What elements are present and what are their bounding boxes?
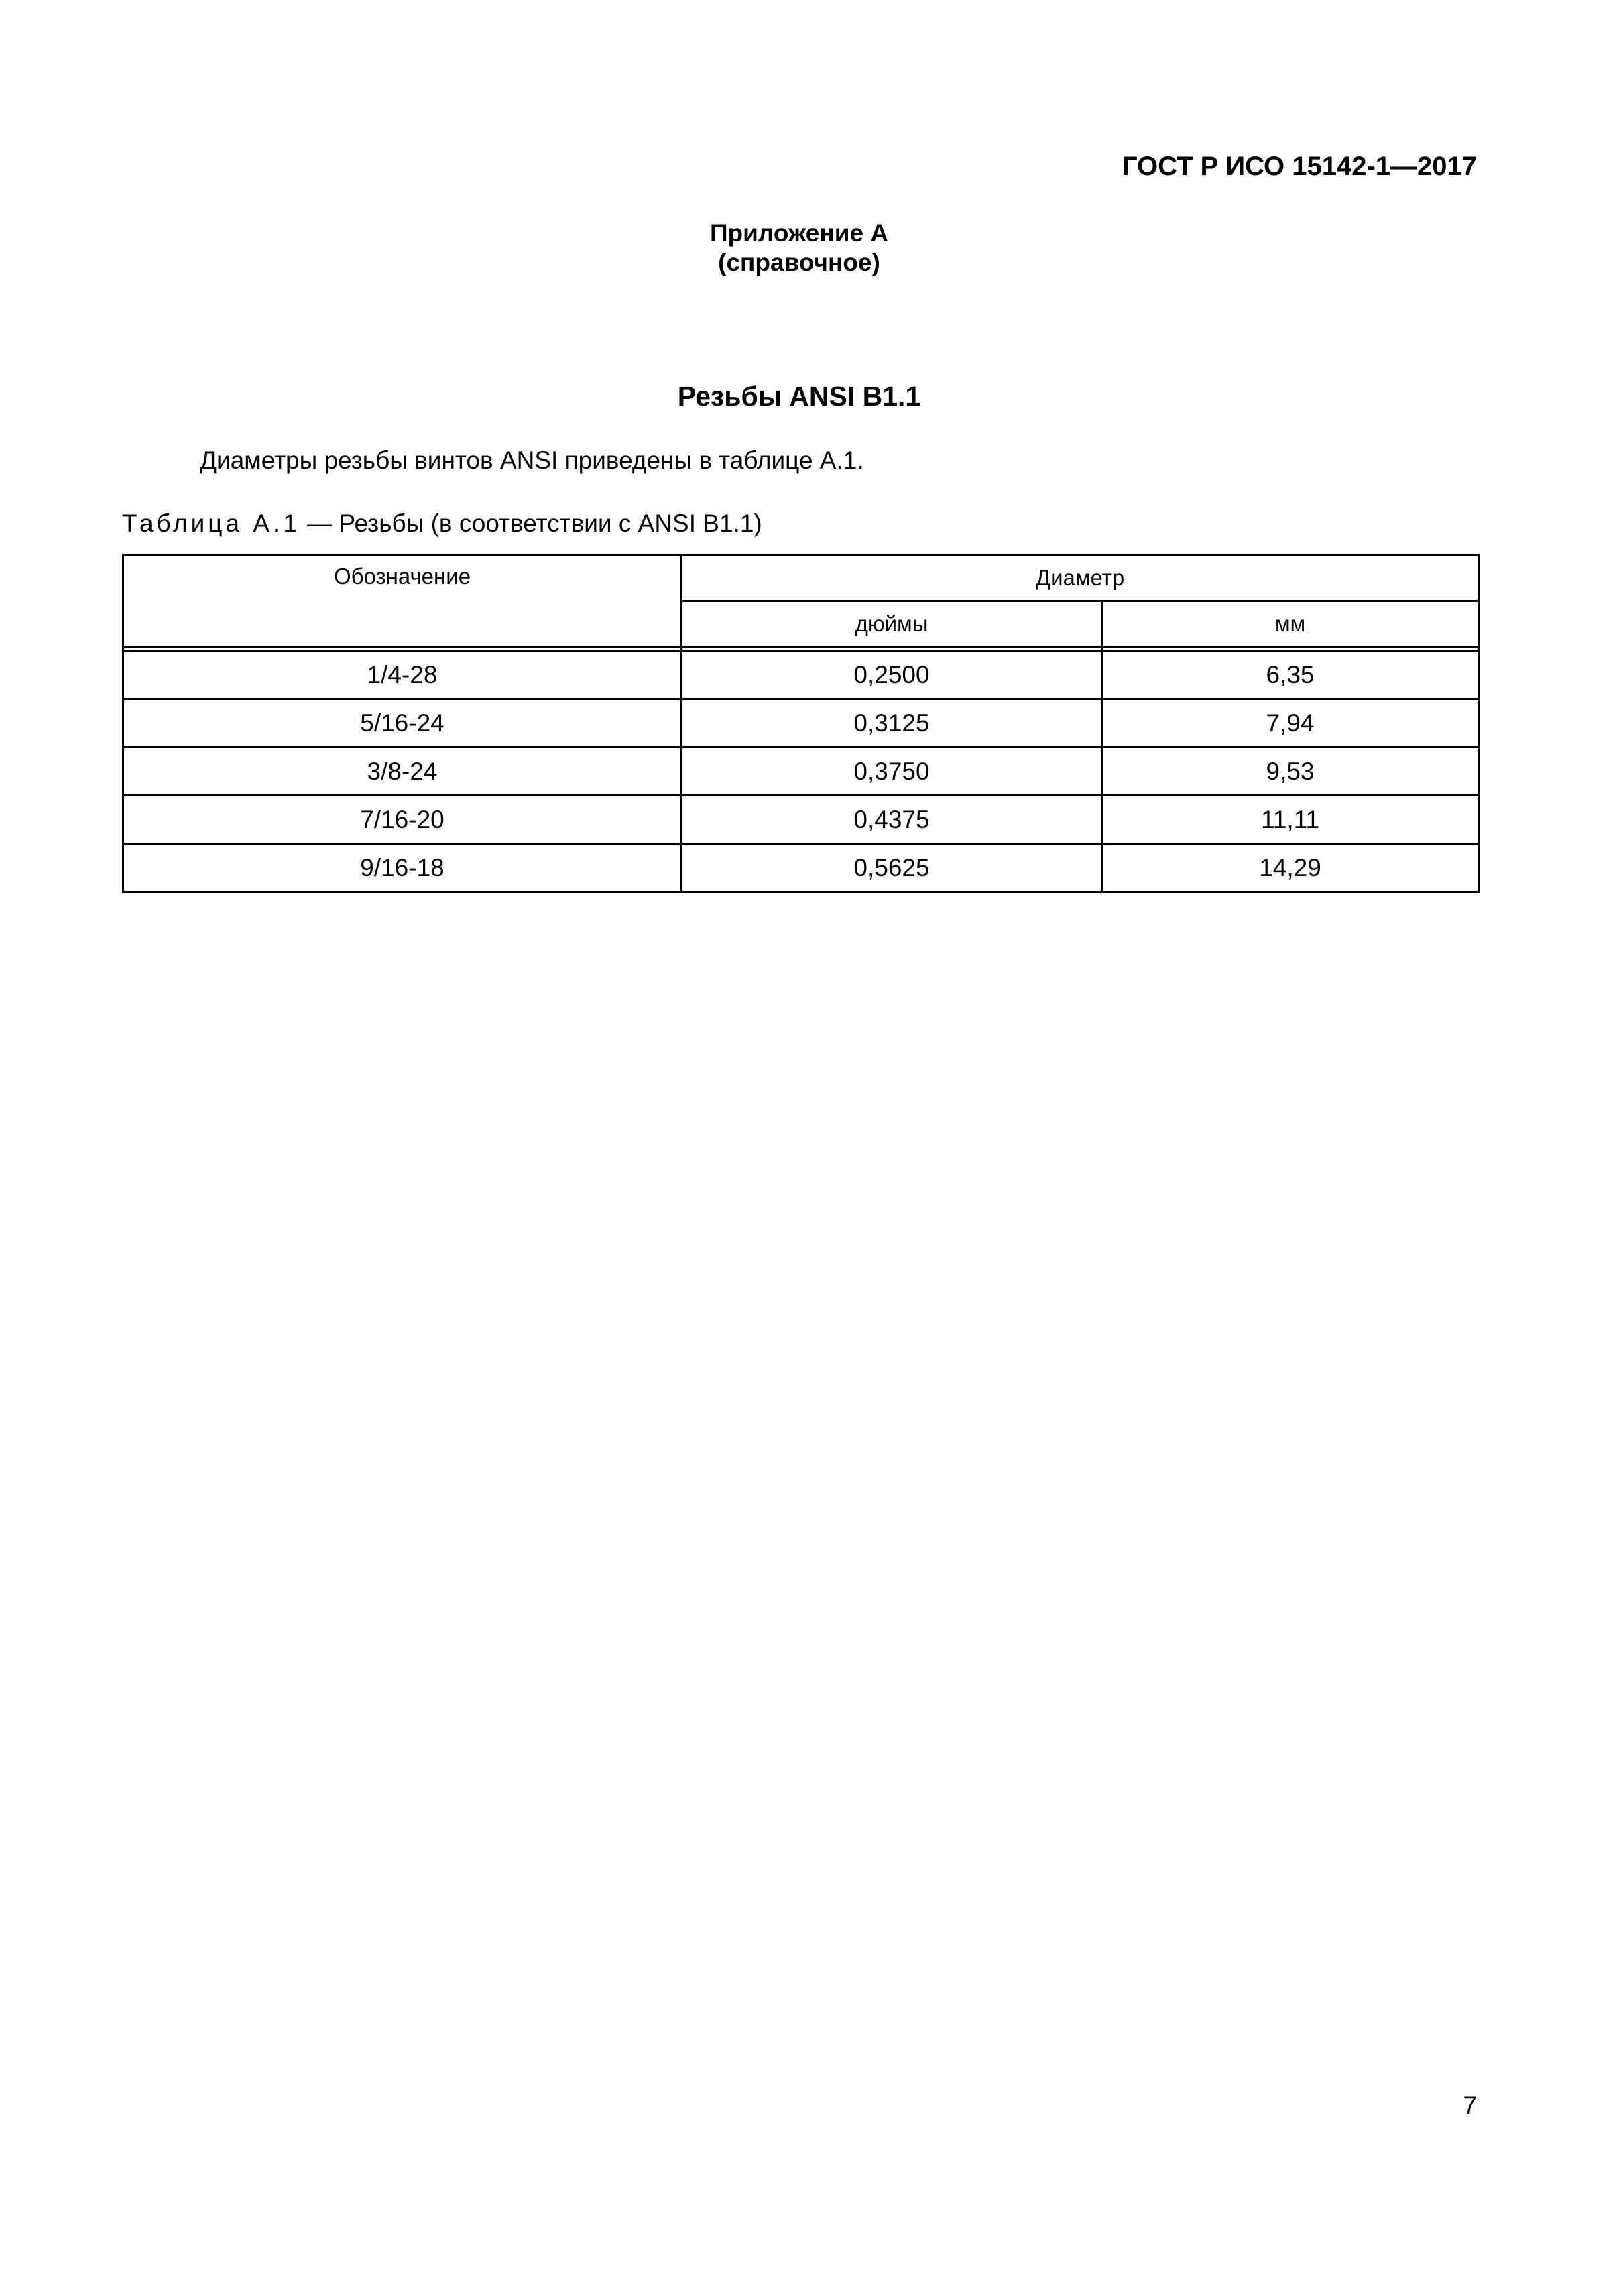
table-header-row — [123, 555, 1479, 601]
cell-inches: 0,3750 — [682, 747, 1102, 796]
table-caption-label: Таблица А.1 — [122, 509, 300, 537]
cell-mm: 7,94 — [1102, 699, 1479, 747]
cell-inches: 0,3125 — [682, 699, 1102, 747]
header-designation: Обозначение — [123, 555, 682, 648]
table-row — [123, 747, 1479, 796]
cell-designation: 9/16-18 — [123, 844, 682, 892]
cell-mm: 11,11 — [1102, 796, 1479, 844]
header-diameter: Диаметр — [682, 555, 1479, 601]
page-number: 7 — [1463, 2092, 1477, 2119]
cell-mm: 14,29 — [1102, 844, 1479, 892]
threads-table — [122, 554, 1480, 893]
cell-designation: 5/16-24 — [123, 699, 682, 747]
table-row — [123, 796, 1479, 844]
table-caption — [122, 509, 762, 538]
document-code: ГОСТ Р ИСО 15142-1—2017 — [1122, 152, 1477, 181]
cell-designation: 7/16-20 — [123, 796, 682, 844]
annex-heading — [0, 219, 1598, 278]
header-inches: дюймы — [682, 601, 1102, 648]
cell-designation: 3/8-24 — [123, 747, 682, 796]
table-row — [123, 651, 1479, 699]
table-caption-text: — Резьбы (в соответствии с ANSI B1.1) — [300, 509, 762, 537]
table-row — [123, 844, 1479, 892]
annex-type: (справочное) — [718, 249, 880, 276]
cell-inches: 0,5625 — [682, 844, 1102, 892]
table-row — [123, 699, 1479, 747]
header-mm: мм — [1102, 601, 1479, 648]
cell-inches: 0,4375 — [682, 796, 1102, 844]
cell-inches: 0,2500 — [682, 651, 1102, 699]
intro-paragraph: Диаметры резьбы винтов ANSI приведены в таблице А.1. — [200, 446, 864, 474]
section-title: Резьбы ANSI B1.1 — [677, 381, 921, 412]
cell-mm: 6,35 — [1102, 651, 1479, 699]
annex-title: Приложение А — [709, 219, 889, 247]
cell-designation: 1/4-28 — [123, 651, 682, 699]
cell-mm: 9,53 — [1102, 747, 1479, 796]
